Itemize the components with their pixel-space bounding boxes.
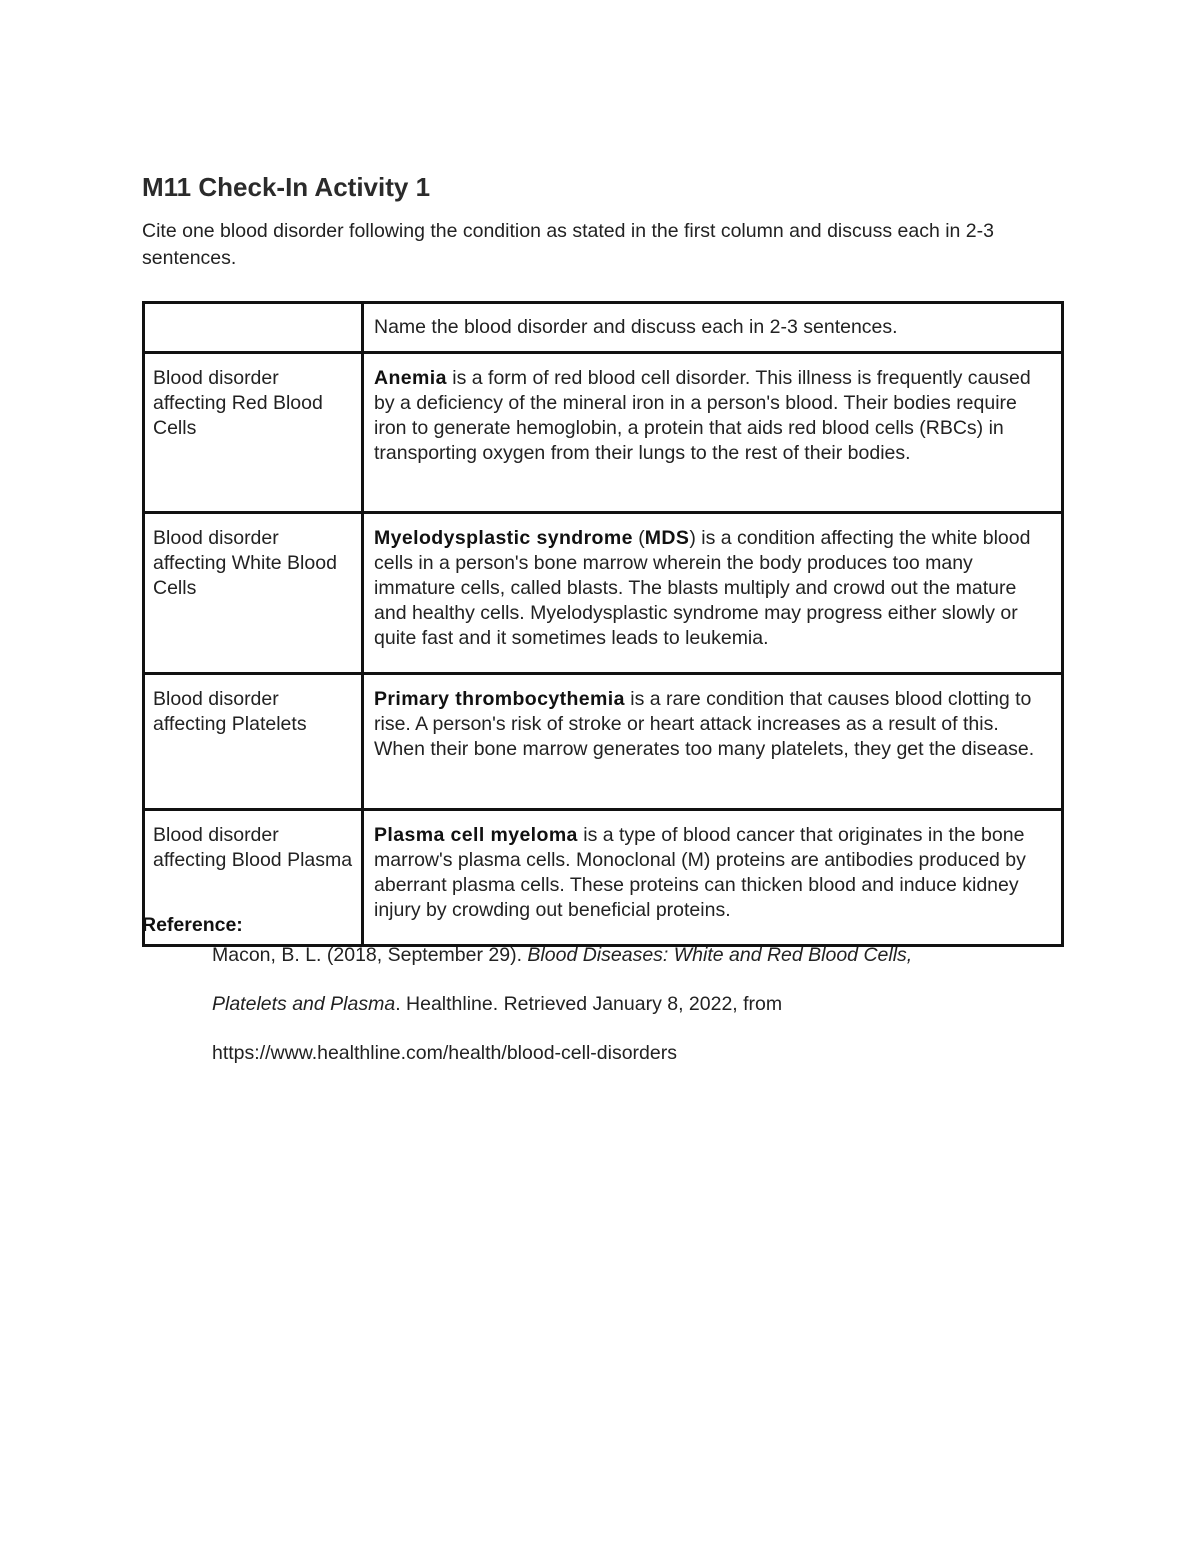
reference-source: . Healthline. Retrieved January 8, 2022, from — [395, 993, 783, 1015]
table-row — [144, 810, 1063, 946]
reference-line-2 — [212, 993, 782, 1016]
header-cell-prompt: Name the blood disorder and discuss each in 2-3 sentences. — [363, 303, 1063, 353]
reference-heading: Reference: — [142, 914, 243, 936]
disorder-name: Myelodysplastic syndrome — [374, 527, 633, 549]
reference-title-part1: Blood Diseases: White and Red Blood Cells, — [527, 944, 913, 966]
disorder-description: is a form of red blood cell disorder. This illness is frequently caused by a deficiency of the mineral iron in a person's blood. Their bodies require iron to generate hemoglobin, a protein that aids red blood cells (RBCs) in transporting oxygen from their lungs to the rest of their bodies. — [374, 367, 1031, 464]
disorder-name: Plasma cell myeloma — [374, 824, 578, 846]
table-row — [144, 353, 1063, 513]
disorder-paren: ( — [632, 527, 645, 549]
table-header-row — [144, 303, 1063, 353]
header-cell-empty — [144, 303, 363, 353]
disorder-description: ) is a condition affecting the white blood cells in a person's bone marrow wherein the body produces too many immature cells, called blasts. The blasts multiply and crowd out the mature and healthy cells. Myelodysplastic syndrome may progress either slowly or quite fast and it sometimes leads to leukemia. — [374, 527, 1031, 649]
condition-cell: Blood disorder affecting Red Blood Cells — [144, 353, 363, 513]
blood-disorder-table — [142, 301, 1064, 947]
table-row — [144, 513, 1063, 674]
condition-cell: Blood disorder affecting Platelets — [144, 674, 363, 810]
reference-line-1 — [212, 944, 912, 967]
condition-cell: Blood disorder affecting White Blood Cells — [144, 513, 363, 674]
description-cell — [363, 810, 1063, 946]
disorder-description: is a type of blood cancer that originates in the bone marrow's plasma cells. Monoclonal (M) proteins are antibodies produced by aberrant plasma cells. These proteins can thicken blood and induce kidney injury by crowding out beneficial proteins. — [374, 824, 1026, 921]
reference-url[interactable]: https://www.healthline.com/health/blood-cell-disorders — [212, 1042, 677, 1064]
disorder-name: Anemia — [374, 367, 447, 389]
page-title: M11 Check-In Activity 1 — [142, 172, 431, 202]
disorder-description: is a rare condition that causes blood clotting to rise. A person's risk of stroke or heart attack increases as a result of this. When their bone marrow generates too many platelets, they get the disease. — [374, 688, 1035, 760]
table-row — [144, 674, 1063, 810]
condition-cell: Blood disorder affecting Blood Plasma — [144, 810, 363, 946]
instructions-text: Cite one blood disorder following the condition as stated in the first column and discuss each in 2-3 sentences. — [142, 220, 994, 269]
reference-author-date: Macon, B. L. (2018, September 29). — [212, 944, 528, 966]
disorder-name: Primary thrombocythemia — [374, 688, 625, 710]
reference-title-part2: Platelets and Plasma — [212, 993, 396, 1015]
description-cell — [363, 353, 1063, 513]
disorder-abbreviation: MDS — [644, 527, 690, 549]
description-cell — [363, 674, 1063, 810]
description-cell — [363, 513, 1063, 674]
